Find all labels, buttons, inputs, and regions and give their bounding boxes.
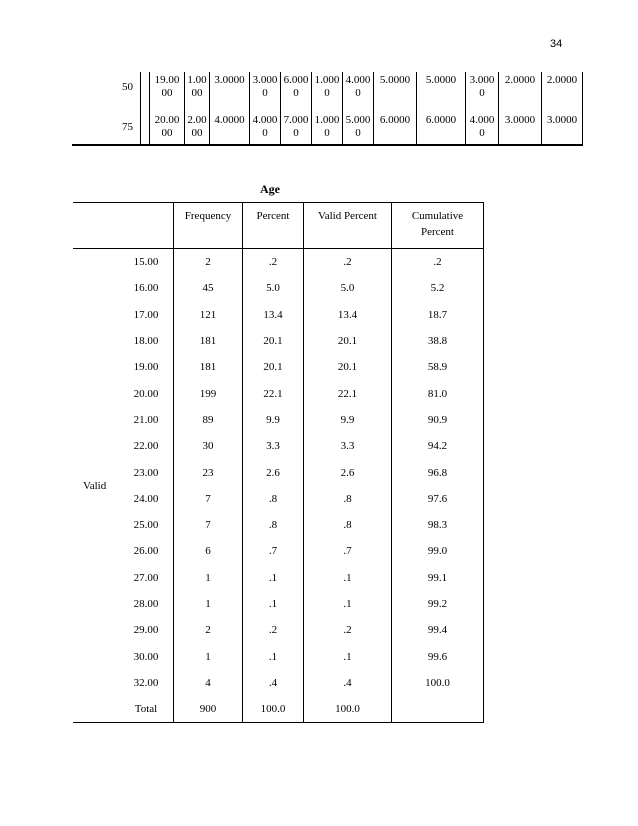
age-value-cell: 29.00 bbox=[133, 624, 159, 637]
top-table-cell: 3.0000 bbox=[499, 108, 542, 145]
valid-percent-cell: 13.4 bbox=[304, 302, 392, 328]
percent-cell: .7 bbox=[243, 538, 304, 564]
table-row bbox=[73, 617, 484, 643]
top-table-cell: 3.000 0 bbox=[466, 72, 499, 108]
top-table-cell: 7.000 0 bbox=[281, 108, 312, 145]
top-table-cell: 3.0000 bbox=[210, 72, 250, 108]
valid-percent-cell: 3.3 bbox=[304, 433, 392, 459]
percent-cell: 20.1 bbox=[243, 354, 304, 380]
percent-cell: 13.4 bbox=[243, 302, 304, 328]
percent-cell: .4 bbox=[243, 670, 304, 696]
cumulative-percent-cell: 97.6 bbox=[392, 486, 484, 512]
cumulative-percent-cell: 96.8 bbox=[392, 459, 484, 485]
valid-percent-cell: 22.1 bbox=[304, 380, 392, 406]
age-value-cell: 25.00 bbox=[133, 519, 159, 532]
percent-cell: .8 bbox=[243, 512, 304, 538]
header-blank-value bbox=[119, 203, 174, 249]
frequency-cell: 89 bbox=[174, 407, 243, 433]
frequency-cell: 30 bbox=[174, 433, 243, 459]
percent-cell: 22.1 bbox=[243, 380, 304, 406]
percent-cell: .1 bbox=[243, 565, 304, 591]
cumulative-percent-cell: 99.0 bbox=[392, 538, 484, 564]
top-table-cell: 2.0000 bbox=[499, 72, 542, 108]
top-table-cell: 20.00 00 bbox=[150, 108, 185, 145]
frequency-cell: 6 bbox=[174, 538, 243, 564]
header-cumulative-line-1: Cumulative bbox=[411, 210, 464, 222]
age-value-cell: 28.00 bbox=[133, 598, 159, 610]
frequency-cell: 2 bbox=[174, 249, 243, 276]
top-table-cell: 1.000 0 bbox=[312, 108, 343, 145]
top-row-label: 50 bbox=[122, 80, 133, 93]
cumulative-percent-cell: 98.3 bbox=[392, 512, 484, 538]
header-valid-percent: Valid Percent bbox=[304, 203, 392, 249]
age-value-cell: 19.00 bbox=[133, 361, 159, 374]
age-value-cell: Total bbox=[134, 703, 158, 716]
valid-percent-cell: 2.6 bbox=[304, 459, 392, 485]
table-row bbox=[73, 433, 484, 459]
cumulative-percent-cell: .2 bbox=[392, 249, 484, 276]
top-table-cell: 5.000 0 bbox=[343, 108, 374, 145]
table-row bbox=[73, 275, 484, 301]
age-value-cell: 27.00 bbox=[133, 571, 159, 584]
frequency-cell: 900 bbox=[174, 696, 243, 723]
percent-cell: 20.1 bbox=[243, 328, 304, 354]
valid-percent-cell: .8 bbox=[304, 512, 392, 538]
age-value-cell: 24.00 bbox=[133, 492, 159, 505]
cumulative-percent-cell: 18.7 bbox=[392, 302, 484, 328]
frequency-cell: 1 bbox=[174, 591, 243, 617]
cumulative-percent-cell: 99.6 bbox=[392, 643, 484, 669]
top-table-cell: 19.00 00 bbox=[150, 72, 185, 108]
table-row bbox=[73, 512, 484, 538]
table-row bbox=[73, 328, 484, 354]
cumulative-percent-cell: 5.2 bbox=[392, 275, 484, 301]
header-blank-group bbox=[73, 203, 119, 249]
top-table-cell: 5.0000 bbox=[417, 72, 466, 108]
top-table-cell: 6.0000 bbox=[374, 108, 417, 145]
valid-percent-cell: 100.0 bbox=[304, 696, 392, 723]
top-row-gap bbox=[141, 72, 150, 108]
frequency-cell: 45 bbox=[174, 275, 243, 301]
table-row bbox=[73, 407, 484, 433]
age-value-cell: 17.00 bbox=[133, 308, 159, 321]
top-table-cell: 3.0000 bbox=[542, 108, 583, 145]
frequency-cell: 2 bbox=[174, 617, 243, 643]
top-table-row bbox=[72, 72, 583, 108]
frequency-cell: 23 bbox=[174, 459, 243, 485]
valid-percent-cell: .8 bbox=[304, 486, 392, 512]
table-row bbox=[73, 302, 484, 328]
table-row bbox=[73, 643, 484, 669]
percent-cell: 9.9 bbox=[243, 407, 304, 433]
age-value-cell: 20.00 bbox=[133, 387, 159, 400]
table-row bbox=[73, 459, 484, 485]
header-cumulative-percent bbox=[392, 203, 484, 249]
cumulative-percent-cell: 99.2 bbox=[392, 591, 484, 617]
top-table-cell: 6.0000 bbox=[417, 108, 466, 145]
cumulative-percent-cell bbox=[392, 696, 484, 723]
frequency-cell: 181 bbox=[174, 354, 243, 380]
table-row bbox=[73, 538, 484, 564]
valid-percent-cell: .7 bbox=[304, 538, 392, 564]
percent-cell: .1 bbox=[243, 643, 304, 669]
percent-cell: 2.6 bbox=[243, 459, 304, 485]
age-value-cell: 18.00 bbox=[133, 335, 159, 348]
age-value-cell: 23.00 bbox=[133, 466, 159, 479]
table-row bbox=[73, 565, 484, 591]
top-row-gap bbox=[141, 108, 150, 145]
cumulative-percent-cell: 38.8 bbox=[392, 328, 484, 354]
percent-cell: .2 bbox=[243, 617, 304, 643]
top-table-cell: 4.000 0 bbox=[343, 72, 374, 108]
frequency-cell: 1 bbox=[174, 643, 243, 669]
top-table-cell: 1.00 00 bbox=[185, 72, 210, 108]
cumulative-percent-cell: 99.4 bbox=[392, 617, 484, 643]
top-table-cell: 3.000 0 bbox=[250, 72, 281, 108]
frequency-cell: 199 bbox=[174, 380, 243, 406]
valid-percent-cell: .1 bbox=[304, 591, 392, 617]
cumulative-percent-cell: 81.0 bbox=[392, 380, 484, 406]
percent-cell: 3.3 bbox=[243, 433, 304, 459]
cumulative-percent-cell: 100.0 bbox=[392, 670, 484, 696]
table-row bbox=[73, 249, 484, 276]
top-table-row bbox=[72, 108, 583, 145]
header-row bbox=[73, 203, 484, 249]
valid-percent-cell: .4 bbox=[304, 670, 392, 696]
age-value-cell: 21.00 bbox=[133, 413, 159, 426]
valid-percent-cell: 20.1 bbox=[304, 328, 392, 354]
frequency-cell: 121 bbox=[174, 302, 243, 328]
age-table-title: Age bbox=[260, 182, 280, 196]
cumulative-percent-cell: 94.2 bbox=[392, 433, 484, 459]
age-value-cell: 32.00 bbox=[133, 676, 159, 689]
top-table-cell: 4.000 0 bbox=[466, 108, 499, 145]
valid-percent-cell: .2 bbox=[304, 617, 392, 643]
top-table-cell: 4.0000 bbox=[210, 108, 250, 145]
header-percent: Percent bbox=[243, 203, 304, 249]
age-value-cell: 22.00 bbox=[133, 440, 159, 453]
age-value-cell: 16.00 bbox=[133, 282, 159, 295]
age-value-cell: 26.00 bbox=[133, 545, 159, 558]
percent-cell: 5.0 bbox=[243, 275, 304, 301]
header-frequency: Frequency bbox=[174, 203, 243, 249]
percent-cell: .1 bbox=[243, 591, 304, 617]
table-row bbox=[73, 696, 484, 723]
valid-percent-cell: .1 bbox=[304, 643, 392, 669]
top-table-cell: 2.00 00 bbox=[185, 108, 210, 145]
percent-cell: .2 bbox=[243, 249, 304, 276]
table-row bbox=[73, 354, 484, 380]
cumulative-percent-cell: 90.9 bbox=[392, 407, 484, 433]
table-row bbox=[73, 486, 484, 512]
frequency-cell: 1 bbox=[174, 565, 243, 591]
frequency-cell: 7 bbox=[174, 486, 243, 512]
continued-statistics-table bbox=[72, 72, 583, 146]
valid-percent-cell: 9.9 bbox=[304, 407, 392, 433]
age-value-cell: 30.00 bbox=[133, 650, 159, 663]
valid-percent-cell: .2 bbox=[304, 249, 392, 276]
age-value-cell: 15.00 bbox=[133, 256, 159, 269]
top-table-cell: 4.000 0 bbox=[250, 108, 281, 145]
cumulative-percent-cell: 99.1 bbox=[392, 565, 484, 591]
frequency-cell: 181 bbox=[174, 328, 243, 354]
page-number: 34 bbox=[550, 38, 563, 50]
age-frequency-table bbox=[73, 202, 484, 723]
group-label-valid: Valid bbox=[83, 479, 107, 492]
table-row bbox=[73, 670, 484, 696]
header-cumulative-line-2: Percent bbox=[421, 226, 454, 238]
top-table-cell: 5.0000 bbox=[374, 72, 417, 108]
table-row bbox=[73, 591, 484, 617]
valid-percent-cell: 20.1 bbox=[304, 354, 392, 380]
percent-cell: 100.0 bbox=[243, 696, 304, 723]
table-row bbox=[73, 380, 484, 406]
valid-percent-cell: 5.0 bbox=[304, 275, 392, 301]
top-table-cell: 1.000 0 bbox=[312, 72, 343, 108]
percent-cell: .8 bbox=[243, 486, 304, 512]
top-table-cell: 2.0000 bbox=[542, 72, 583, 108]
top-table-cell: 6.000 0 bbox=[281, 72, 312, 108]
frequency-cell: 4 bbox=[174, 670, 243, 696]
cumulative-percent-cell: 58.9 bbox=[392, 354, 484, 380]
valid-percent-cell: .1 bbox=[304, 565, 392, 591]
frequency-cell: 7 bbox=[174, 512, 243, 538]
top-row-label: 75 bbox=[122, 120, 133, 133]
